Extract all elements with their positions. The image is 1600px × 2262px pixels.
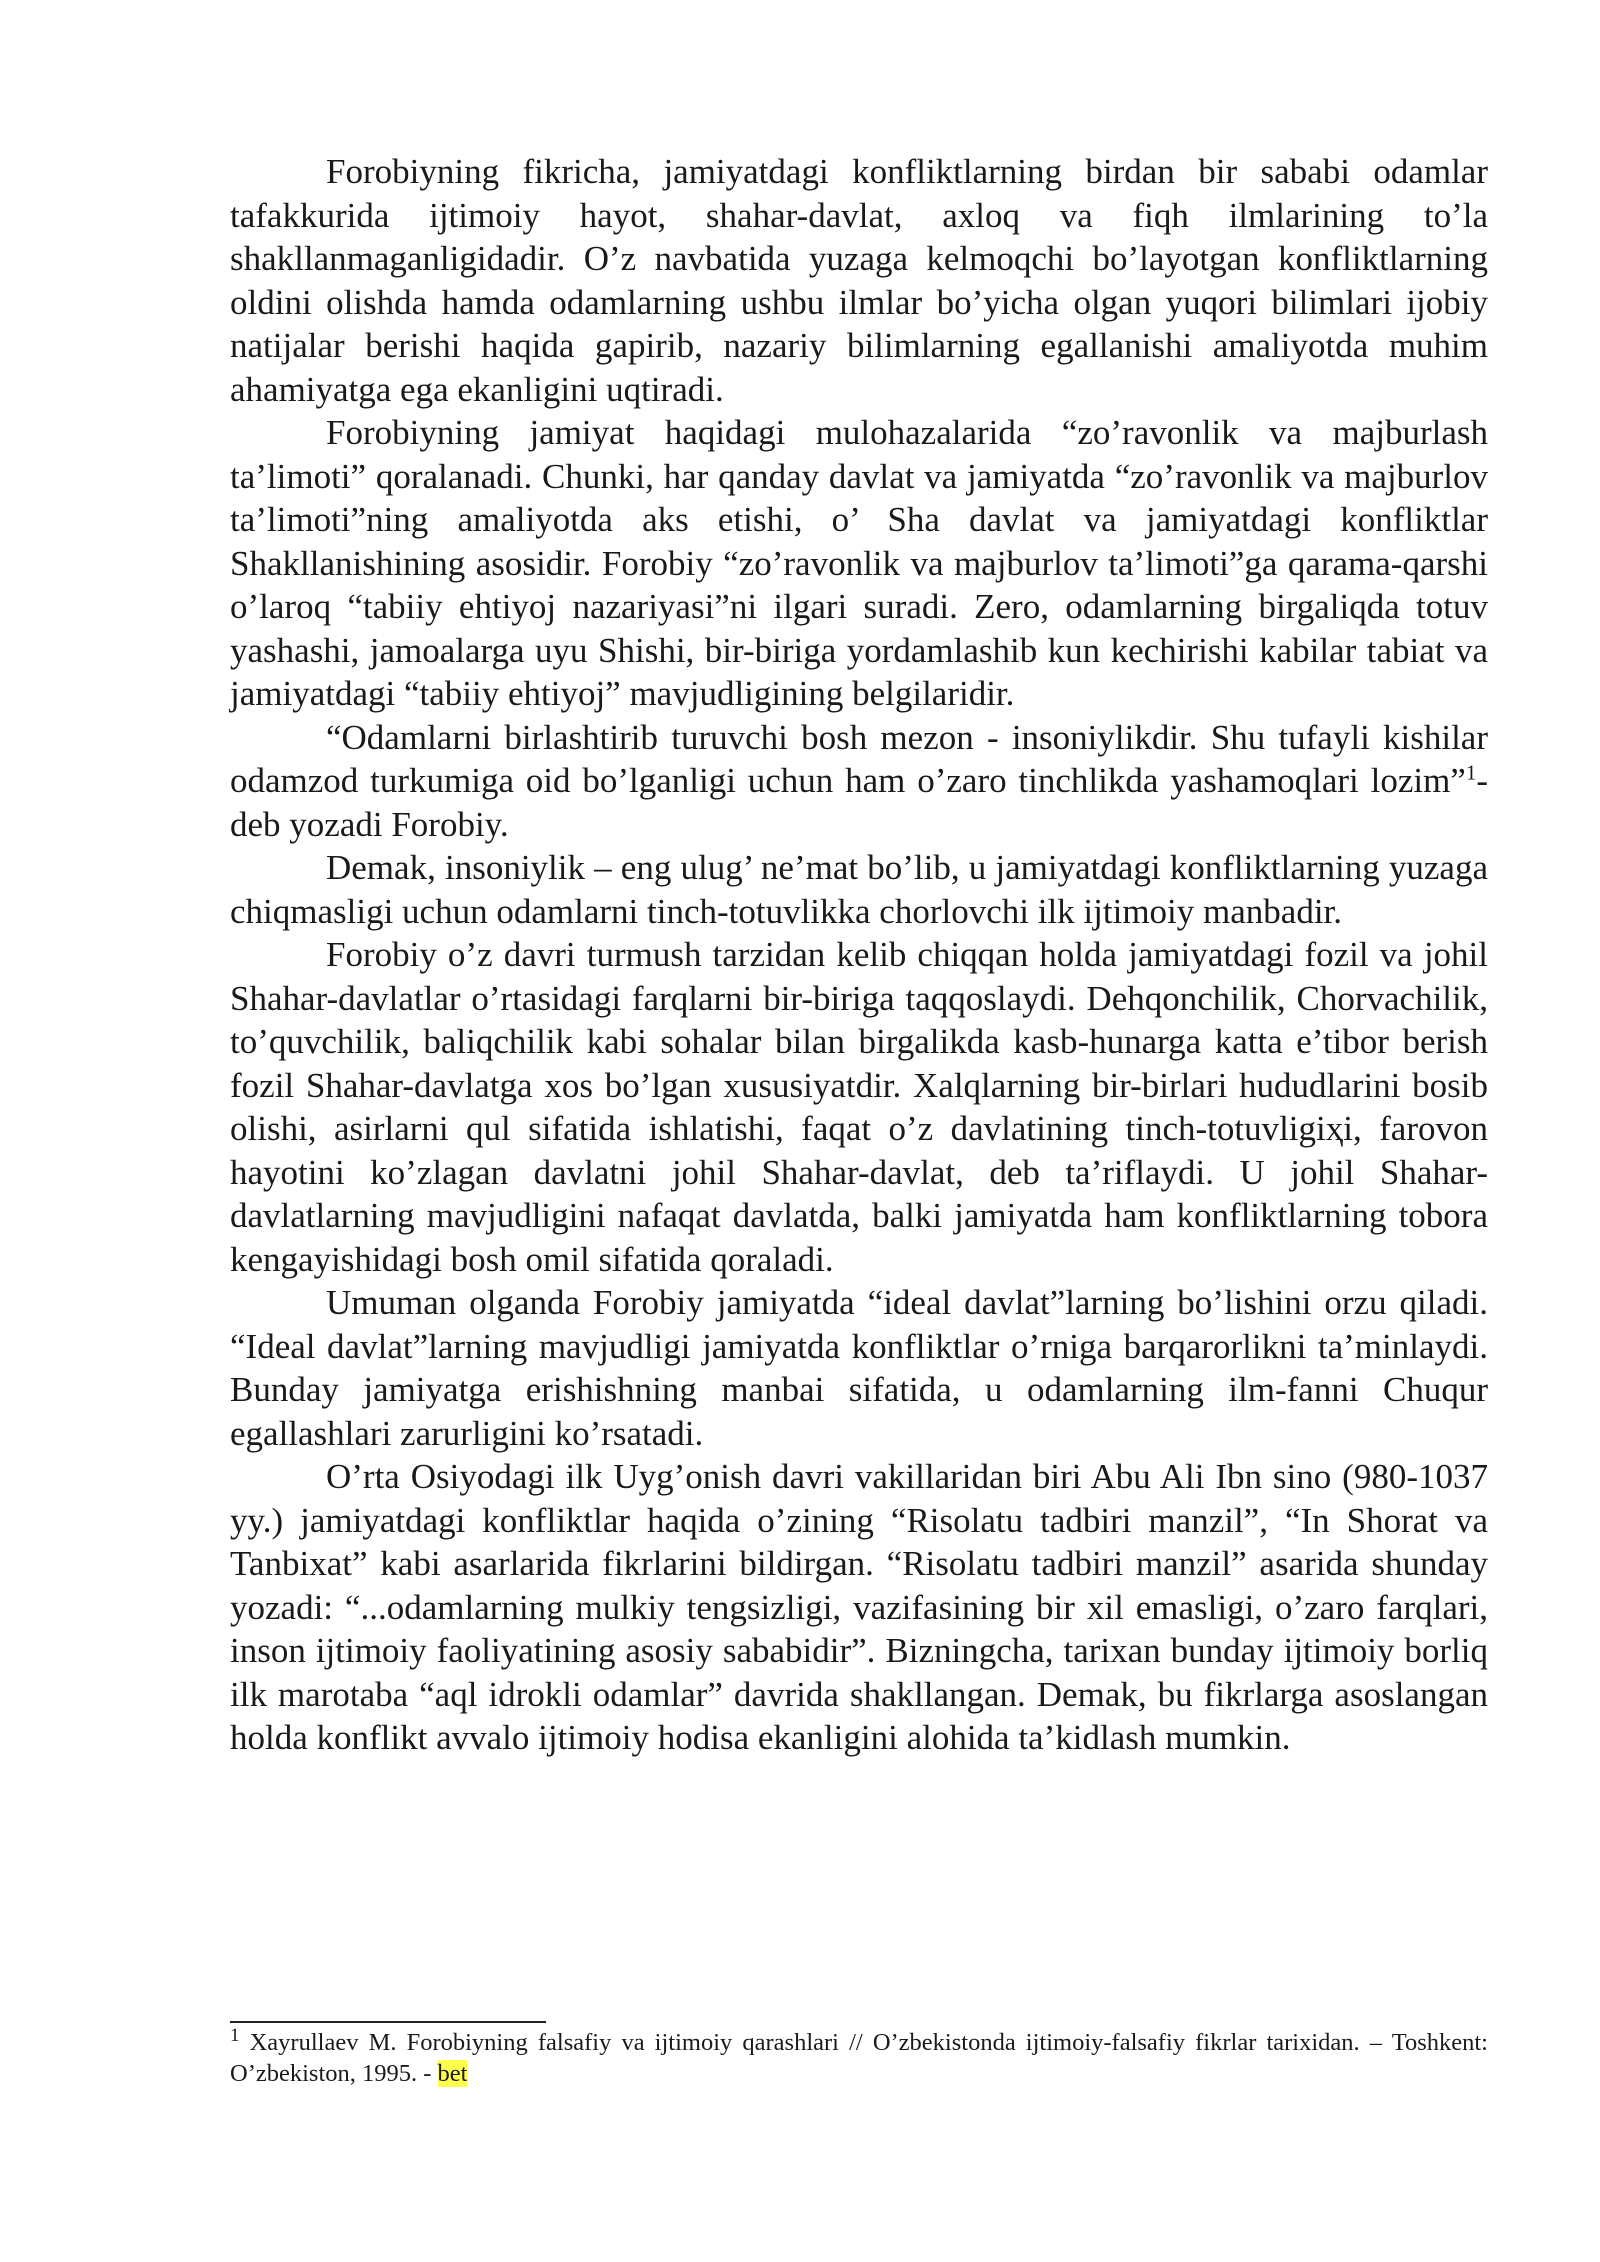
paragraph-4: Forobiy o’z davri turmush tarzidan kelib chiqqan holda jamiyatdagi fozil va johil Shahar-davlatlar o’rtasidagi farqlarni bir-biriga taqqoslaydi. Dehqonchilik, Chorvachilik, to’quvchilik, baliqchilik kabi sohalar bilan birgalikda kasb-hunarga katta e’tibor berish fozil Shahar-davlatga xos bo’lgan xususiyatdir. Xalqlarning bir-birlari hududlarini bosib olishi, asirlarni qul sifatida ishlatishi, faqat o’z davlatining tinch-totuvligiҳi, farovon hayotini ko’zlagan davlatni johil Shahar-davlat, deb ta’riflaydi. U johil Shahar-davlatlarning mavjudligini nafaqat davlatda, balki jamiyatda ham konfliktlarning tobora kengayishidagi bosh omil sifatida qoraladi.: [230, 935, 1488, 1279]
paragraph-quote: [230, 716, 1488, 847]
paragraph-1: Forobiyning fikricha, jamiyatdagi konfliktlarning birdan bir sababi odamlar tafakkurida ijtimoiy hayot, shahar-davlat, axloq va fiqh ilmlarining to’la shakllanmaganligidadir. O’z navbatida yuzaga kelmoqchi bo’layotgan konfliktlarning oldini olishda hamda odamlarning ushbu ilmlar bo’yicha olgan yuqori bilimlari ijobiy natijalar berishi haqida gapirib, nazariy bilimlarning egallanishi amaliyotda muhim ahamiyatga ega ekanligini uqtiradi.: [230, 152, 1488, 409]
footnote-text: Xayrullaev M. Forobiyning falsafiy va ijtimoiy qarashlari // O’zbekistonda ijtimoiy-falsafiy fikrlar tarixidan. – Toshkent: O’zbekiston, 1995. -: [230, 2029, 1488, 2087]
quote-attribution: -deb yozadi Forobiy.: [230, 761, 1488, 844]
footnote-separator: [230, 2021, 546, 2023]
paragraph-6: O’rta Osiyodagi ilk Uyg’onish davri vakillaridan biri Abu Ali Ibn sino (980-1037 yy.) jamiyatdagi konfliktlar haqida o’zining “Risolatu tadbiri manzil”, “In Shorat va Tanbixat” kabi asarlarida fikrlarini bildirgan. “Risolatu tadbiri manzil” asarida shunday yozadi: “...odamlarning mulkiy tengsizligi, vazifasining bir xil emasligi, o’zaro farqlari, inson ijtimoiy faoliyatining asosiy sababidir”. Bizningcha, tarixan bunday ijtimoiy borliq ilk marotaba “aql idrokli odamlar” davrida shakllangan. Demak, bu fikrlarga asoslangan holda konflikt avvalo ijtimoiy hodisa ekanligini alohida ta’kidlash mumkin.: [230, 1457, 1488, 1757]
document-body: [230, 150, 1488, 1760]
footnote-highlighted-text: bet: [437, 2060, 468, 2087]
paragraph-3: Demak, insoniylik – eng ulug’ ne’mat bo’lib, u jamiyatdagi konfliktlarning yuzaga chiqmasligi uchun odamlarni tinch-totuvlikka chorlovchi ilk ijtimoiy manbadir.: [230, 848, 1488, 931]
footnote-reference[interactable]: 1: [1465, 760, 1477, 785]
footnote: [230, 2024, 1488, 2089]
paragraph-2: Forobiyning jamiyat haqidagi mulohazalarida “zo’ravonlik va majburlash ta’limoti” qoralanadi. Chunki, har qanday davlat va jamiyatda “zo’ravonlik va majburlov ta’limoti”ning amaliyotda aks etishi, o’ Sha davlat va jamiyatdagi konfliktlar Shakllanishining asosidir. Forobiy “zo’ravonlik va majburlov ta’limoti”ga qarama-qarshi o’laroq “tabiiy ehtiyoj nazariyasi”ni ilgari suradi. Zero, odamlarning birgaliqda totuv yashashi, jamoalarga uyu Shishi, bir-biriga yordamlashib kun kechirishi kabilar tabiat va jamiyatdagi “tabiiy ehtiyoj” mavjudligining belgilaridir.: [230, 413, 1488, 713]
footnote-number: 1: [230, 2024, 240, 2046]
paragraph-5: Umuman olganda Forobiy jamiyatda “ideal davlat”larning bo’lishini orzu qiladi. “Ideal davlat”larning mavjudligi jamiyatda konfliktlar o’rniga barqarorlikni ta’minlaydi. Bunday jamiyatga erishishning manbai sifatida, u odamlarning ilm-fanni Chuqur egallashlari zarurligini ko’rsatadi.: [230, 1283, 1488, 1453]
quote-text: “Odamlarni birlashtirib turuvchi bosh mezon - insoniylikdir. Shu tufayli kishilar odamzod turkumiga oid bo’lganligi uchun ham o’zaro tinchlikda yashamoqlari lozim”: [230, 717, 1488, 800]
